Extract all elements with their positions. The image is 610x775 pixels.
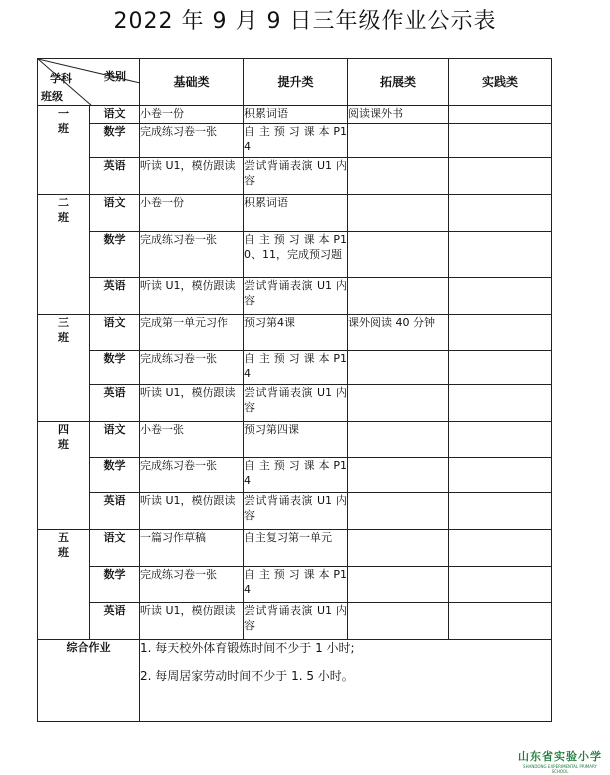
corner-subject-label: 学科 [50, 72, 72, 85]
homework-cell-basic: 听读 U1，模仿跟读 [140, 158, 244, 195]
homework-cell-extension [348, 458, 449, 493]
subject-cell: 英语 [90, 603, 140, 640]
homework-cell-advanced: 尝试背诵表演 U1 内容 [244, 278, 348, 315]
column-header-extension: 拓展类 [348, 59, 449, 106]
subject-cell: 数学 [90, 124, 140, 158]
header-row [38, 59, 552, 106]
table-row [38, 195, 552, 232]
homework-cell-practice [449, 351, 552, 385]
table-row [38, 422, 552, 458]
homework-cell-extension [348, 278, 449, 315]
table-row [38, 106, 552, 124]
table-row [38, 232, 552, 278]
header-corner-cell [38, 59, 140, 106]
table-row [38, 315, 552, 351]
homework-cell-practice [449, 422, 552, 458]
subject-cell: 英语 [90, 385, 140, 422]
homework-cell-basic: 一篇习作草稿 [140, 530, 244, 567]
logo-english: SHANDONG EXPERIMENTAL PRIMARY SCHOOL [523, 764, 597, 774]
homework-cell-basic: 听读 U1，模仿跟读 [140, 493, 244, 530]
homework-cell-extension [348, 530, 449, 567]
homework-cell-advanced: 自 主 预 习 课 本 P14 [244, 458, 348, 493]
table-row [38, 603, 552, 640]
homework-cell-basic: 完成练习卷一张 [140, 124, 244, 158]
homework-cell-extension [348, 493, 449, 530]
homework-cell-practice [449, 195, 552, 232]
homework-cell-extension [348, 603, 449, 640]
summary-label: 综合作业 [38, 640, 140, 722]
homework-cell-advanced: 尝试背诵表演 U1 内容 [244, 385, 348, 422]
homework-cell-basic: 听读 U1，模仿跟读 [140, 278, 244, 315]
subject-cell: 英语 [90, 158, 140, 195]
homework-cell-extension: 课外阅读 40 分钟 [348, 315, 449, 351]
column-header-basic: 基础类 [140, 59, 244, 106]
table-row [38, 124, 552, 158]
homework-cell-basic: 完成练习卷一张 [140, 351, 244, 385]
column-header-advanced: 提升类 [244, 59, 348, 106]
subject-cell: 数学 [90, 567, 140, 603]
homework-cell-advanced: 自 主 预 习 课 本 P10、11，完成预习题 [244, 232, 348, 278]
table-row [38, 158, 552, 195]
summary-note: 2. 每周居家劳动时间不少于 1. 5 小时。 [140, 669, 354, 683]
subject-cell: 英语 [90, 278, 140, 315]
homework-cell-advanced: 尝试背诵表演 U1 内容 [244, 603, 348, 640]
homework-cell-practice [449, 603, 552, 640]
class-name-cell: 五 班 [38, 530, 90, 640]
homework-cell-practice [449, 124, 552, 158]
homework-cell-practice [449, 458, 552, 493]
subject-cell: 英语 [90, 493, 140, 530]
class-name-cell: 二 班 [38, 195, 90, 315]
summary-notes [140, 640, 552, 722]
homework-cell-advanced: 预习第四课 [244, 422, 348, 458]
homework-cell-extension [348, 567, 449, 603]
homework-cell-extension [348, 158, 449, 195]
class-name-cell: 一 班 [38, 106, 90, 195]
homework-cell-practice [449, 385, 552, 422]
summary-note: 1. 每天校外体育锻炼时间不少于 1 小时; [140, 641, 355, 655]
subject-cell: 数学 [90, 351, 140, 385]
table-row [38, 493, 552, 530]
homework-cell-extension [348, 124, 449, 158]
subject-cell: 语文 [90, 530, 140, 567]
homework-cell-extension [348, 232, 449, 278]
subject-cell: 数学 [90, 458, 140, 493]
subject-cell: 语文 [90, 195, 140, 232]
column-header-practice: 实践类 [449, 59, 552, 106]
homework-cell-practice [449, 493, 552, 530]
homework-cell-basic: 小卷一份 [140, 106, 244, 124]
homework-cell-extension [348, 351, 449, 385]
homework-cell-practice [449, 158, 552, 195]
subject-cell: 数学 [90, 232, 140, 278]
homework-cell-advanced: 积累词语 [244, 195, 348, 232]
table-row [38, 458, 552, 493]
homework-cell-practice [449, 567, 552, 603]
subject-cell: 语文 [90, 315, 140, 351]
summary-row [38, 640, 552, 722]
logo-name: 山东省实验小学 [518, 750, 602, 763]
class-name-cell: 四 班 [38, 422, 90, 530]
homework-cell-advanced: 尝试背诵表演 U1 内容 [244, 158, 348, 195]
school-logo [515, 748, 605, 774]
homework-cell-extension: 阅读课外书 [348, 106, 449, 124]
page-title: 2022 年 9 月 9 日三年级作业公示表 [113, 9, 497, 34]
homework-table [37, 58, 552, 722]
homework-cell-advanced: 预习第4课 [244, 315, 348, 351]
class-name-cell: 三 班 [38, 315, 90, 422]
table-row [38, 567, 552, 603]
homework-cell-basic: 完成练习卷一张 [140, 458, 244, 493]
homework-cell-practice [449, 315, 552, 351]
homework-cell-advanced: 自 主 预 习 课 本 P14 [244, 124, 348, 158]
table-row [38, 278, 552, 315]
table-row [38, 385, 552, 422]
homework-cell-practice [449, 278, 552, 315]
table-row [38, 530, 552, 567]
homework-cell-extension [348, 385, 449, 422]
table-row [38, 351, 552, 385]
homework-cell-basic: 听读 U1，模仿跟读 [140, 603, 244, 640]
homework-cell-basic: 完成练习卷一张 [140, 232, 244, 278]
corner-class-label: 班级 [41, 90, 63, 103]
homework-cell-basic: 小卷一张 [140, 422, 244, 458]
homework-cell-advanced: 积累词语 [244, 106, 348, 124]
homework-cell-extension [348, 422, 449, 458]
homework-cell-advanced: 自 主 预 习 课 本 P14 [244, 351, 348, 385]
homework-cell-basic: 完成练习卷一张 [140, 567, 244, 603]
homework-cell-basic: 小卷一份 [140, 195, 244, 232]
corner-category-label: 类别 [104, 70, 126, 83]
subject-cell: 语文 [90, 106, 140, 124]
homework-cell-advanced: 自主复习第一单元 [244, 530, 348, 567]
homework-cell-basic: 听读 U1，模仿跟读 [140, 385, 244, 422]
homework-cell-extension [348, 195, 449, 232]
homework-cell-advanced: 尝试背诵表演 U1 内容 [244, 493, 348, 530]
homework-cell-basic: 完成第一单元习作 [140, 315, 244, 351]
subject-cell: 语文 [90, 422, 140, 458]
homework-cell-advanced: 自 主 预 习 课 本 P14 [244, 567, 348, 603]
homework-cell-practice [449, 232, 552, 278]
homework-cell-practice [449, 106, 552, 124]
homework-cell-practice [449, 530, 552, 567]
